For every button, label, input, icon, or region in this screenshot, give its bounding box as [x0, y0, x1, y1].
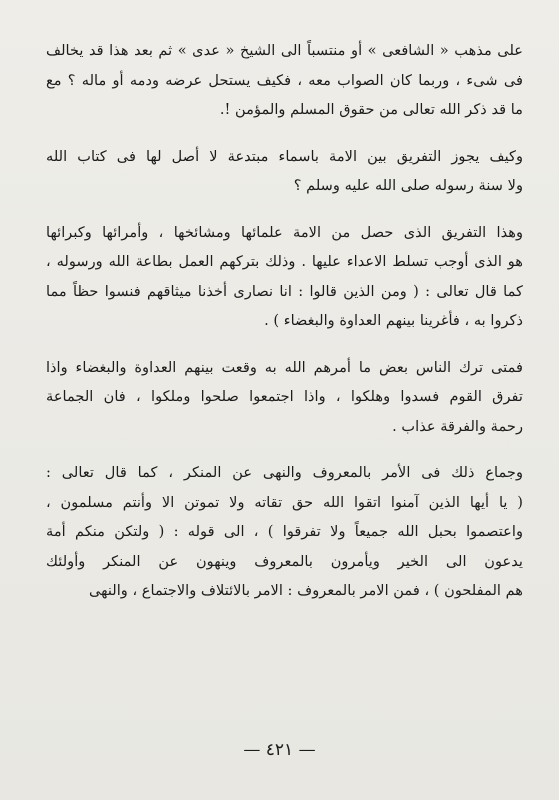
text-line: واعتصموا بحبل الله جميعاً ولا تفرقوا ) ، الى قوله : ( ولتكن منكم أمة	[46, 523, 523, 540]
text-line: ذكروا به ، فأغرينا بينهم العداوة والبغضاء ) .	[264, 312, 523, 329]
text-line: هم المفلحون ) ، فمن الامر بالمعروف : الامر بالائتلاف والاجتماع ، والنهى	[88, 582, 523, 599]
text-line: وكيف يجوز التفريق بين الامة باسماء مبتدعة لا أصل لها فى كتاب الله	[46, 147, 523, 165]
text-line: وجماع ذلك فى الأمر بالمعروف والنهى عن المنكر ، كما قال تعالى :	[46, 464, 523, 481]
text-line: وهذا التفريق الذى حصل من الامة علمائها ومشائخها ، وأمرائها وكبرائها	[46, 223, 523, 241]
text-line: على مذهب « الشافعى » أو منتسباً الى الشيخ « عدى » ثم بعد هذا قد يخالف	[46, 42, 523, 59]
text-line: فمتى ترك الناس بعض ما أمرهم الله به وقعت بينهم العداوة والبغضاء واذا	[46, 358, 523, 376]
text-line: ولا سنة رسوله صلى الله عليه وسلم ؟	[293, 177, 523, 194]
body-text	[46, 36, 523, 623]
text-line: فى شىء ، وربما كان الصواب معه ، فكيف يستحل عرضه ودمه أو ماله ؟ مع	[46, 71, 523, 89]
page-number: — ٤٢١ —	[243, 740, 316, 760]
paragraph	[46, 353, 523, 442]
text-line: هو الذى أوجب تسلط الاعداء عليها . وذلك بتركهم العمل بطاعة الله ورسوله ،	[46, 253, 523, 270]
text-line: كما قال تعالى : ( ومن الذين قالوا : انا نصارى أخذنا ميثاقهم فنسوا حظاً مما	[46, 282, 523, 300]
text-line: تفرق القوم فسدوا وهلكوا ، واذا اجتمعوا صلحوا وملكوا ، فان الجماعة	[46, 388, 523, 405]
text-line: يدعون الى الخير ويأمرون بالمعروف وينهون عن المنكر وأولئك	[46, 552, 523, 570]
paragraph	[46, 36, 523, 125]
text-line: ( يا أيها الذين آمنوا اتقوا الله حق تقاته ولا تموتن الا وأنتم مسلمون ،	[46, 493, 523, 511]
paragraph	[46, 142, 523, 201]
paragraph	[46, 218, 523, 336]
paragraph	[46, 458, 523, 606]
text-line: رحمة والفرقة عذاب .	[392, 417, 523, 435]
text-line: ما قد ذكر الله تعالى من حقوق المسلم والمؤمن !.	[219, 101, 523, 118]
